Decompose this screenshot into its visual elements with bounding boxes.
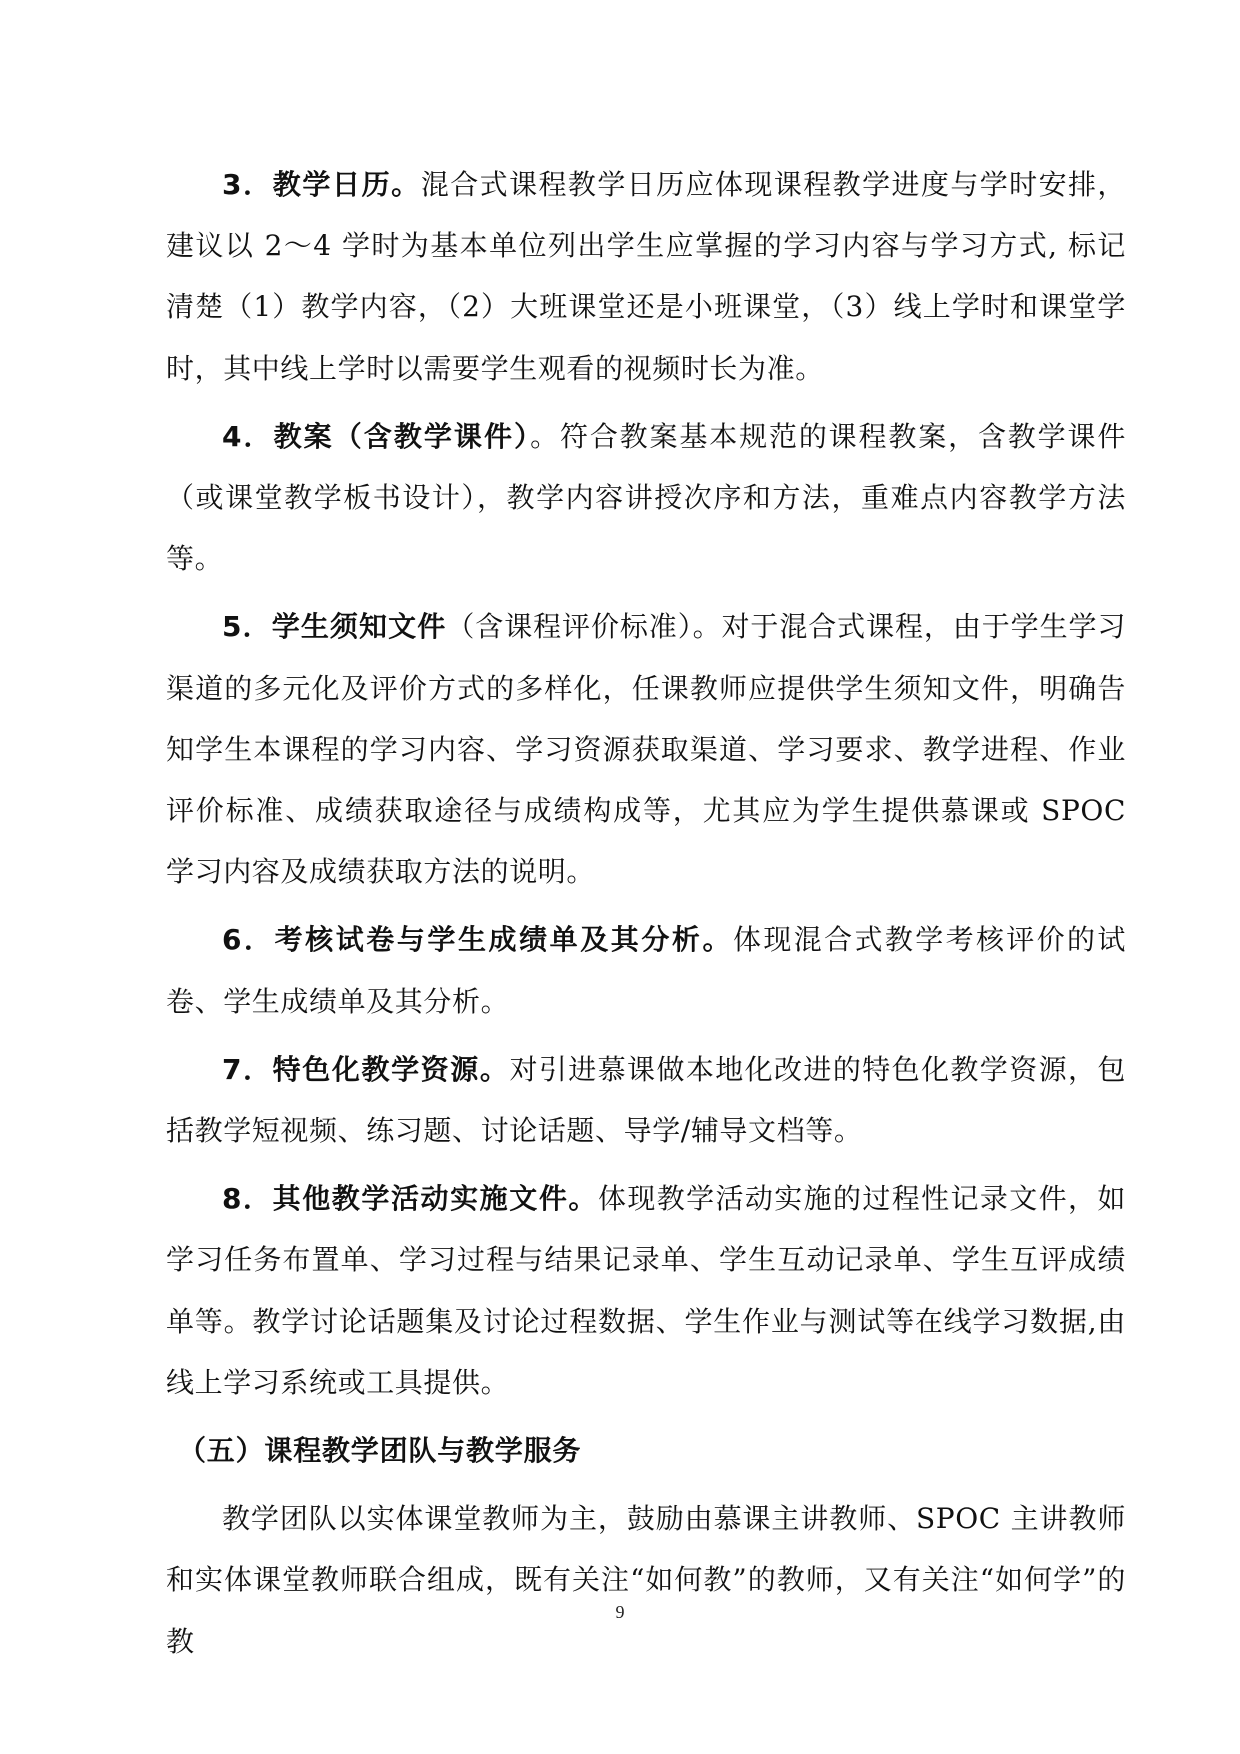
paragraph-text: （含课程评价标准）。对于混合式课程，由于学生学习渠道的多元化及评价方式的多样化，任课教师应提供学生须知文件，明确告知学生本课程的学习内容、学习资源获取渠道、学习要求、教学进程、作业评价标准、成绩获取途径与成绩构成等，尤其应为学生提供慕课或 SPOC 学习内容及成绩获取方法的说明。 bbox=[166, 610, 1126, 889]
paragraph-lead: 4．教案（含教学课件） bbox=[222, 419, 531, 453]
paragraph-text: 混合式课程教学日历应体现课程教学进度与学时安排，建议以 2～4 学时为基本单位列出学生应掌握的学习内容与学习方式, 标记清楚（1）教学内容，（2）大班课堂还是小班课堂，（3）线上学时和课堂学时，其中线上学时以需要学生观看的视频时长为准。 bbox=[166, 168, 1126, 385]
paragraph-teaching-calendar bbox=[166, 154, 1126, 399]
page-number: 9 bbox=[615, 1602, 625, 1622]
paragraph-teaching-team bbox=[166, 1488, 1126, 1672]
paragraph-other-activities bbox=[166, 1168, 1126, 1413]
paragraph-text: 对引进慕课做本地化改进的特色化教学资源，包括教学短视频、练习题、讨论话题、导学/辅导文档等。 bbox=[166, 1052, 1126, 1148]
paragraph-text: 体现教学活动实施的过程性记录文件，如学习任务布置单、学习过程与结果记录单、学生互动记录单、学生互评成绩单等。教学讨论话题集及讨论过程数据、学生作业与测试等在线学习数据,由线上学习系统或工具提供。 bbox=[166, 1182, 1126, 1399]
paragraph-text: 体现混合式教学考核评价的试卷、学生成绩单及其分析。 bbox=[166, 923, 1126, 1018]
paragraph-lesson-plan bbox=[166, 406, 1126, 590]
paragraph-lead: 7．特色化教学资源。 bbox=[222, 1052, 510, 1086]
paragraph-featured-resources bbox=[166, 1039, 1126, 1161]
paragraph-lead: 8．其他教学活动实施文件。 bbox=[222, 1182, 598, 1216]
paragraph-text: 教学团队以实体课堂教师为主，鼓励由慕课主讲教师、SPOC 主讲教师和实体课堂教师联合组成，既有关注“如何教”的教师，又有关注“如何学”的教 bbox=[166, 1502, 1126, 1658]
paragraph-exam-papers bbox=[166, 909, 1126, 1031]
paragraph-lead: 6．考核试卷与学生成绩单及其分析。 bbox=[222, 923, 734, 957]
document-body bbox=[166, 154, 1126, 1679]
paragraph-text: 。符合教案基本规范的课程教案，含教学课件（或课堂教学板书设计），教学内容讲授次序和方法，重难点内容教学方法等。 bbox=[166, 419, 1126, 576]
paragraph-lead: 5．学生须知文件 bbox=[222, 610, 447, 644]
section-heading: （五）课程教学团队与教学服务 bbox=[178, 1434, 582, 1468]
paragraph-lead: 3．教学日历。 bbox=[222, 168, 421, 201]
paragraph-student-notice bbox=[166, 596, 1126, 902]
